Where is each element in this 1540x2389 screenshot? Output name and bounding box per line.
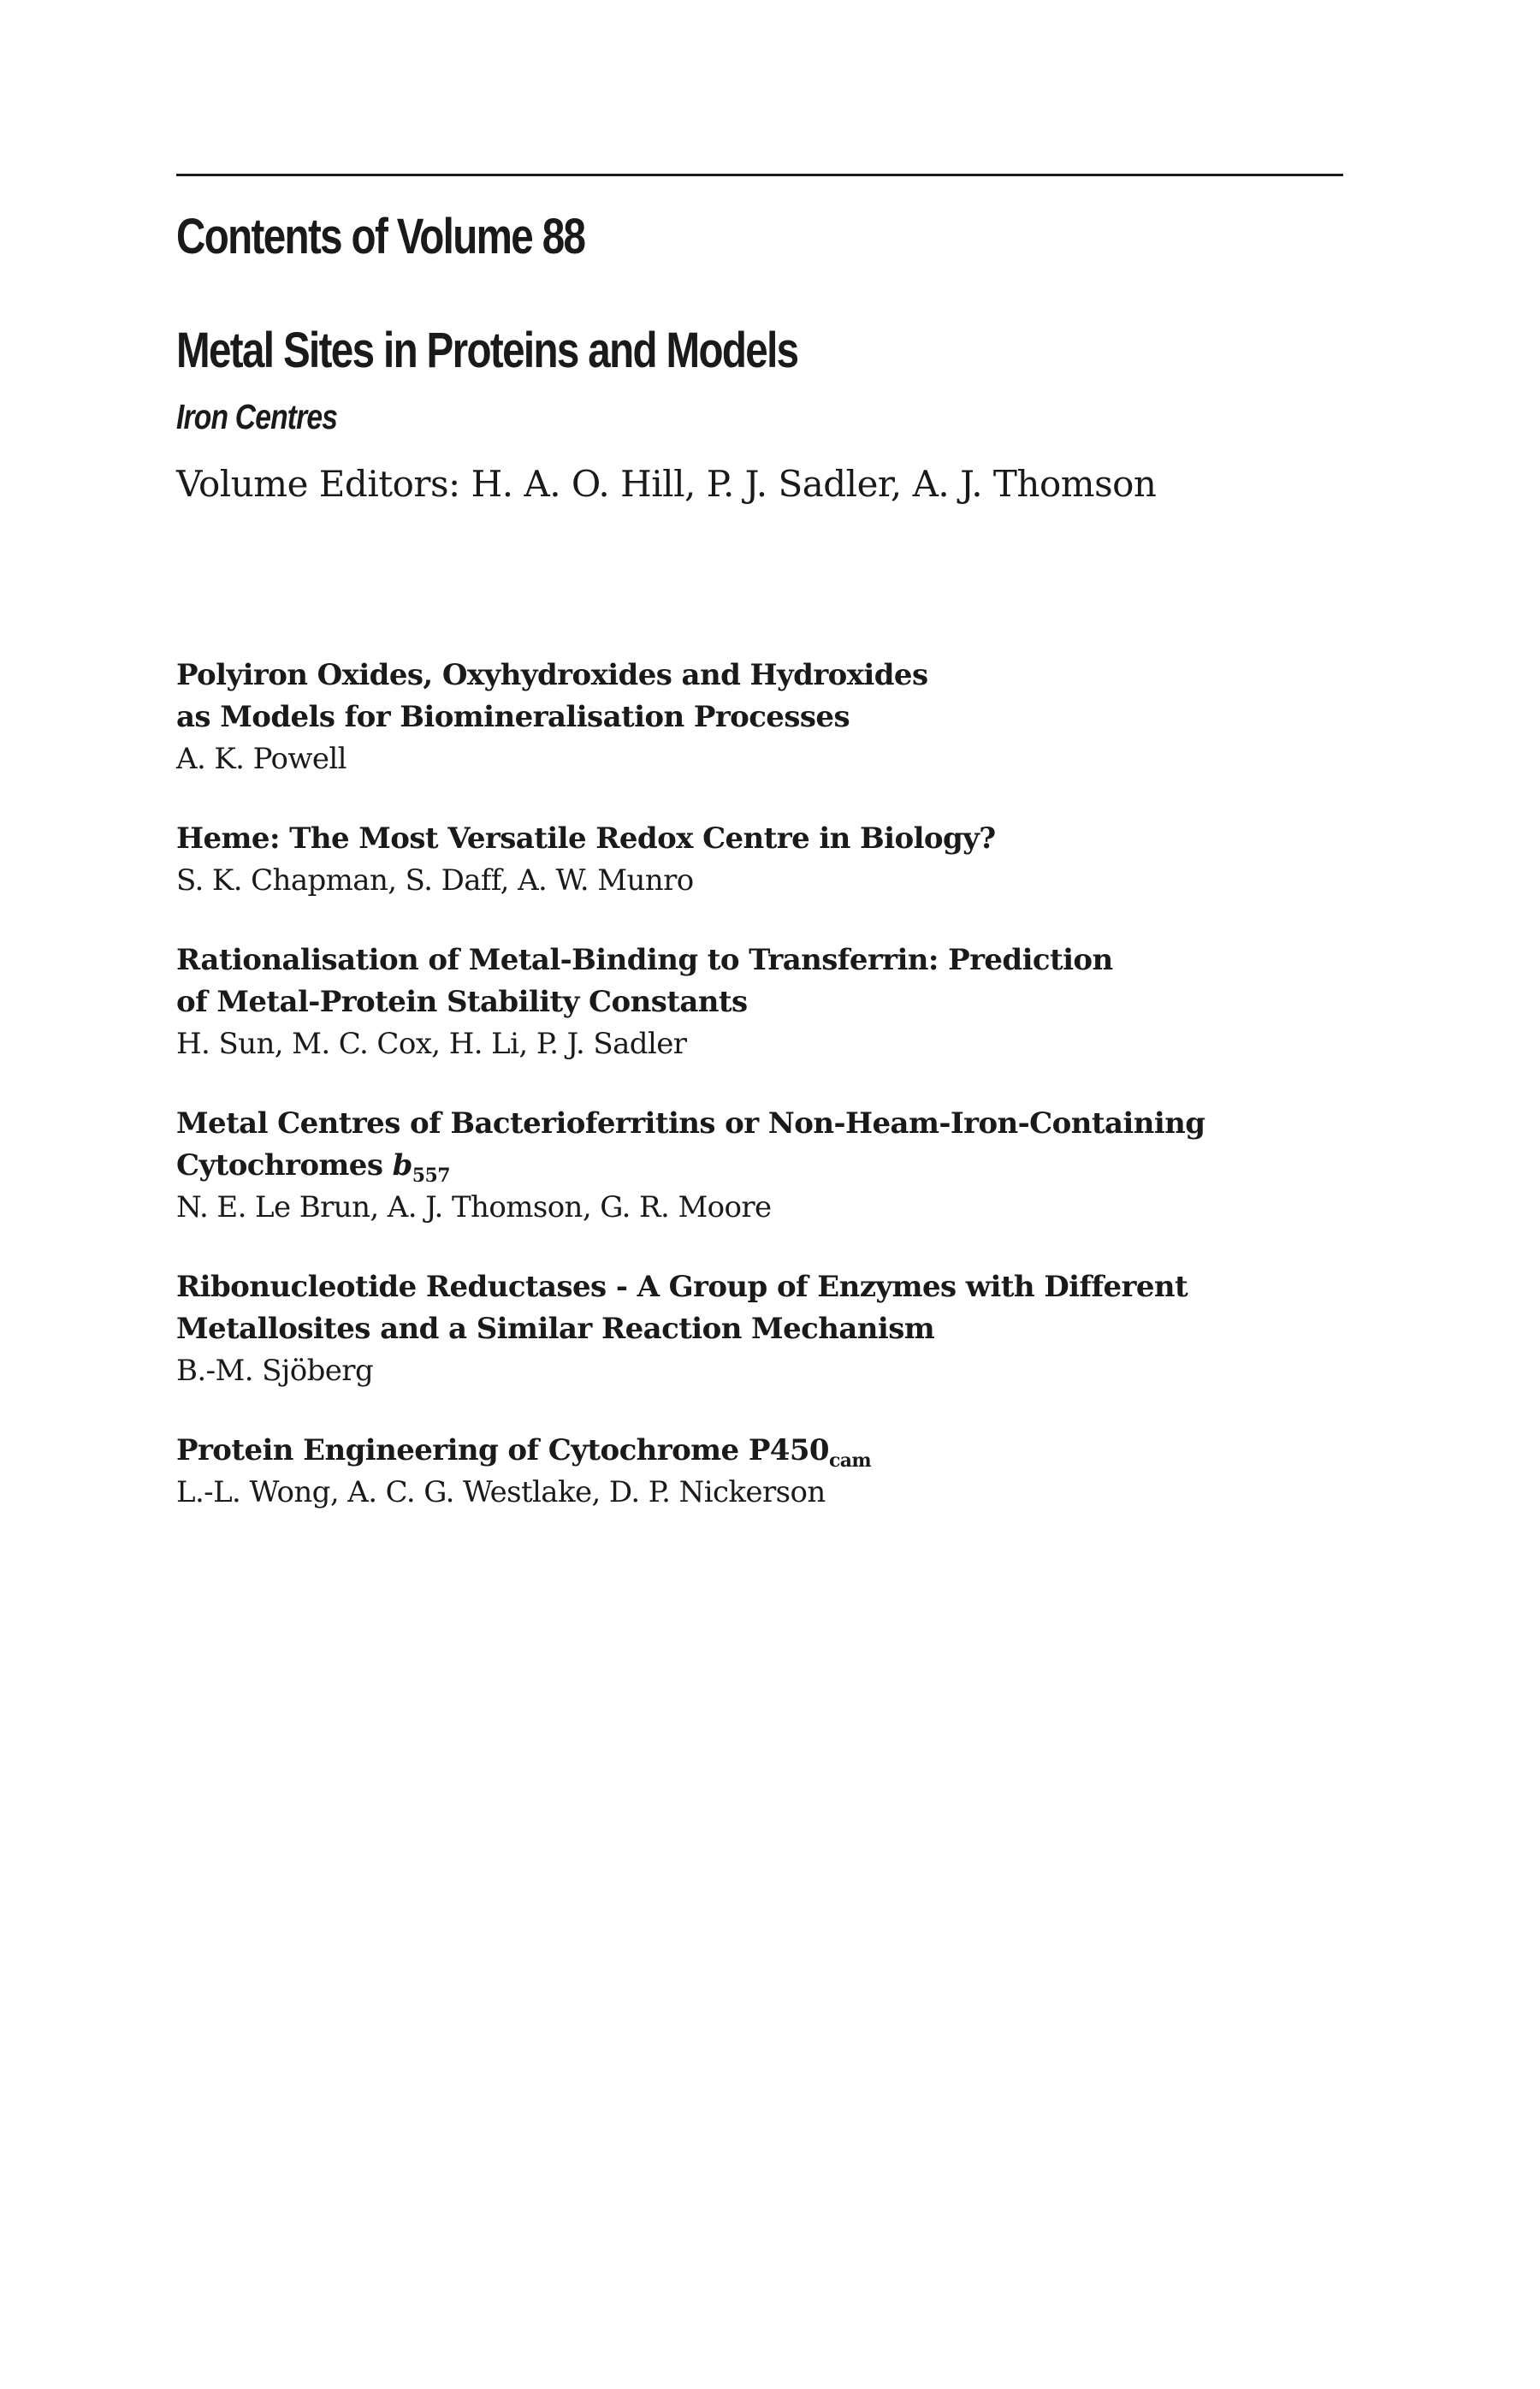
entry-title-text: Cytochromes: [176, 1148, 393, 1183]
entry-authors: B.-M. Sjöberg: [176, 1354, 374, 1388]
entry-authors: L.-L. Wong, A. C. G. Westlake, D. P. Nickerson: [176, 1475, 826, 1509]
entry-title-line-with-subscript: [176, 1430, 1343, 1472]
toc-entry-chapman: [176, 818, 1343, 902]
entry-title-line: Metallosites and a Similar Reaction Mechanism: [176, 1312, 935, 1346]
toc-entry-sjoberg: [176, 1266, 1343, 1392]
entry-title-line: Metal Centres of Bacterioferritins or Non-Heam-Iron-Containing: [176, 1106, 1205, 1141]
header-rule: [176, 174, 1343, 176]
entry-title-line: Polyiron Oxides, Oxyhydroxides and Hydroxides: [176, 658, 928, 692]
toc-entry-wong: [176, 1430, 1343, 1514]
entry-title-line: of Metal-Protein Stability Constants: [176, 985, 748, 1019]
entry-title-subscript: cam: [828, 1449, 872, 1472]
toc-entry-le-brun: [176, 1103, 1343, 1229]
entry-authors: N. E. Le Brun, A. J. Thomson, G. R. Moore: [176, 1190, 772, 1224]
entry-title-line: Heme: The Most Versatile Redox Centre in Biology?: [176, 821, 996, 856]
entry-authors: A. K. Powell: [176, 742, 346, 776]
entry-title-line: as Models for Biomineralisation Processes: [176, 700, 850, 734]
entry-title-line-with-subscript: [176, 1145, 1343, 1187]
toc-entry-sun: [176, 940, 1343, 1065]
entry-title-subscript: 557: [412, 1165, 450, 1187]
editors-names: H. A. O. Hill, P. J. Sadler, A. J. Thomson: [471, 463, 1157, 505]
book-title: Metal Sites in Proteins and Models: [176, 323, 798, 378]
entry-title-italic: b: [392, 1148, 412, 1183]
entry-title-text: Protein Engineering of Cytochrome P450: [176, 1433, 829, 1467]
contents-heading: Contents of Volume 88: [176, 209, 585, 264]
entry-title-line: Ribonucleotide Reductases - A Group of Enzymes with Different: [176, 1270, 1188, 1304]
volume-editors: [176, 463, 1157, 505]
toc-entry-powell: [176, 655, 1343, 780]
table-of-contents: [176, 655, 1343, 1551]
entry-authors: S. K. Chapman, S. Daff, A. W. Munro: [176, 863, 694, 898]
editors-label: Volume Editors:: [176, 463, 460, 505]
entry-title-line: Rationalisation of Metal-Binding to Transferrin: Prediction: [176, 943, 1113, 977]
book-subtitle: Iron Centres: [176, 397, 338, 436]
entry-authors: H. Sun, M. C. Cox, H. Li, P. J. Sadler: [176, 1027, 687, 1061]
